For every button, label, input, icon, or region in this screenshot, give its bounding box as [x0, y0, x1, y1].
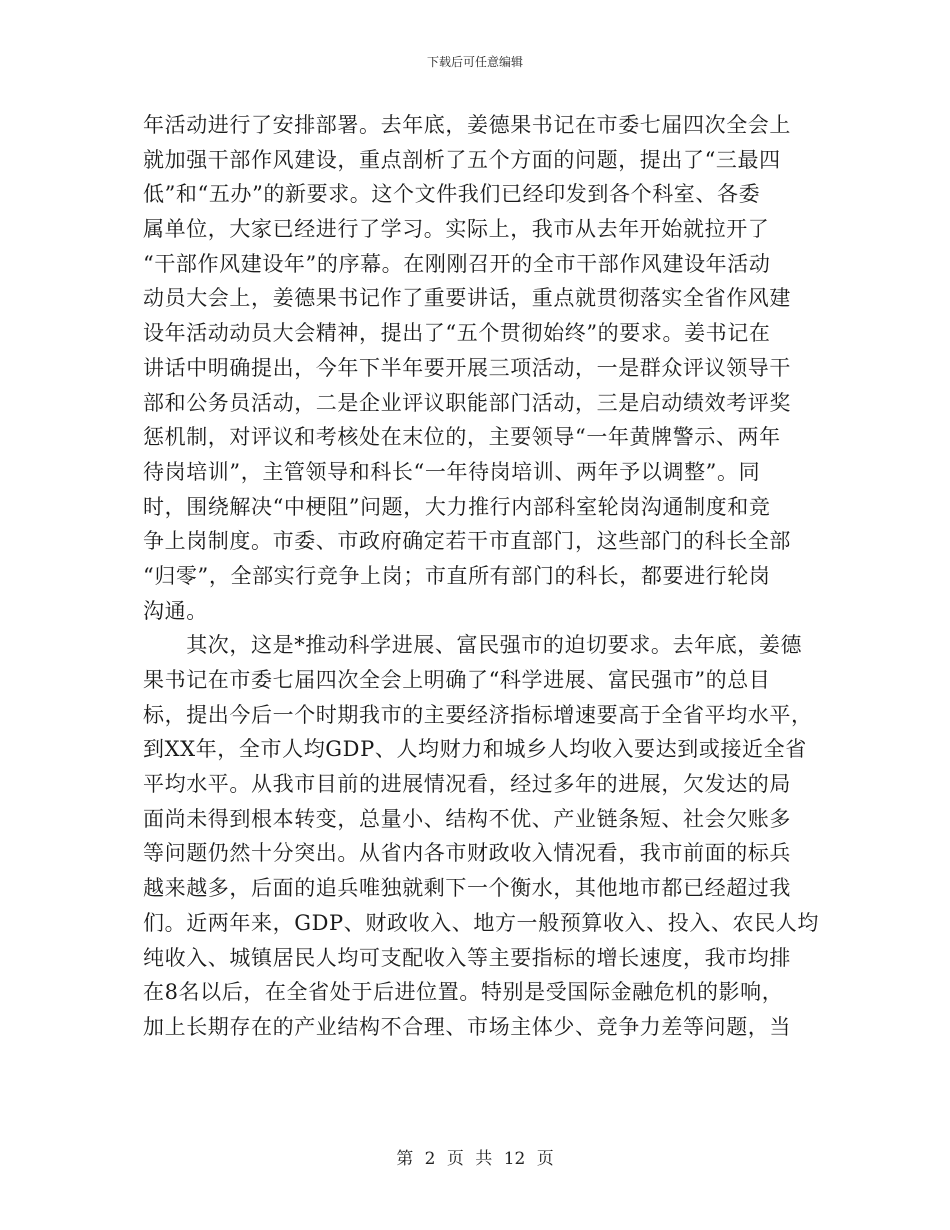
body-line: 标，提出今后一个时期我市的主要经济指标增速要高于全省平均水平， [143, 702, 813, 727]
body-line: 低”和“五办”的新要求。这个文件我们已经印发到各个科室、各委 [143, 182, 761, 207]
body-line: 纯收入、城镇居民人均可支配收入等主要指标的增长速度，我市均排 [143, 945, 791, 970]
body-line: 惩机制，对评议和考核处在末位的，主要领导“一年黄牌警示、两年 [143, 425, 781, 450]
body-line: 动员大会上，姜德果书记作了重要讲话，重点就贯彻落实全省作风建 [143, 286, 791, 311]
page-header: 下载后可任意编辑 [426, 55, 523, 69]
body-line: 时，围绕解决“中梗阻”问题，大力推行内部科室轮岗沟通制度和竞 [143, 494, 771, 519]
paragraph-start-line: 其次，这是*推动科学进展、富民强市的迫切要求。去年底，姜德 [143, 633, 803, 658]
body-line: “归零”，全部实行竞争上岗；市直所有部门的科长，都要进行轮岗 [143, 563, 771, 588]
body-line: “干部作风建设年”的序幕。在刚刚召开的全市干部作风建设年活动 [143, 251, 771, 276]
body-line: 设年活动动员大会精神，提出了“五个贯彻始终”的要求。姜书记在 [143, 321, 771, 346]
body-line: 越来越多，后面的追兵唯独就剩下一个衡水，其他地市都已经超过我 [143, 876, 791, 901]
body-line: 面尚未得到根本转变，总量小、结构不优、产业链条短、社会欠账多 [143, 806, 791, 831]
body-line: 就加强干部作风建设，重点剖析了五个方面的问题，提出了“三最四 [143, 147, 781, 172]
body-line: 平均水平。从我市目前的进展情况看，经过多年的进展，欠发达的局 [143, 772, 791, 797]
body-line: 年活动进行了安排部署。去年底，姜德果书记在市委七届四次全会上 [143, 113, 791, 137]
page-number: 第 2 页 共 12 页 [396, 1149, 554, 1169]
body-line: 在8名以后，在全省处于后进位置。特别是受国际金融危机的影响， [143, 980, 784, 1005]
body-line: 加上长期存在的产业结构不合理、市场主体少、竞争力差等问题，当 [143, 1014, 791, 1039]
document-body [143, 108, 819, 1045]
body-line: 讲话中明确提出，今年下半年要开展三项活动，一是群众评议领导干 [143, 355, 791, 380]
body-line: 等问题仍然十分突出。从省内各市财政收入情况看，我市前面的标兵 [143, 841, 791, 866]
body-line: 争上岗制度。市委、市政府确定若干市直部门，这些部门的科长全部 [143, 529, 791, 554]
body-line: 待岗培训”，主管领导和科长“一年待岗培训、两年予以调整”。同 [143, 459, 761, 484]
body-line: 果书记在市委七届四次全会上明确了“科学进展、富民强市”的总目 [143, 668, 771, 692]
body-line: 属单位，大家已经进行了学习。实际上，我市从去年开始就拉开了 [143, 217, 770, 242]
body-line: 沟通。 [143, 598, 208, 623]
body-line: 们。近两年来，GDP、财政收入、地方一般预算收入、投入、农民人均 [143, 910, 819, 935]
body-line: 部和公务员活动，二是企业评议职能部门活动，三是启动绩效考评奖 [143, 390, 791, 415]
body-line: 到XX年，全市人均GDP、人均财力和城乡人均收入要达到或接近全省 [143, 737, 807, 762]
